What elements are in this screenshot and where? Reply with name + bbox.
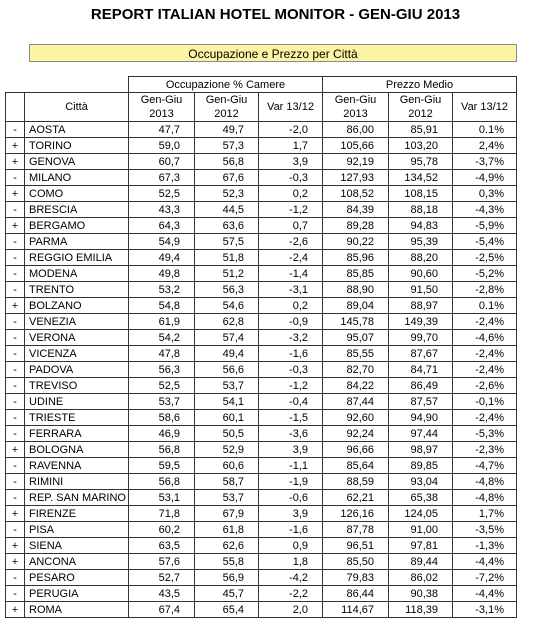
occupancy-2013: 53,2 <box>129 282 195 298</box>
occupancy-var: -0,4 <box>259 394 323 410</box>
occupancy-2013: 54,9 <box>129 234 195 250</box>
occupancy-2012: 54,1 <box>195 394 259 410</box>
price-var: -4,6% <box>453 330 517 346</box>
price-2012: 99,70 <box>389 330 453 346</box>
occupancy-2013: 56,8 <box>129 474 195 490</box>
header-price-2013: Gen-Giu 2013 <box>323 93 389 122</box>
occupancy-var: -0,3 <box>259 362 323 378</box>
occupancy-var: -2,2 <box>259 586 323 602</box>
price-2012: 94,83 <box>389 218 453 234</box>
city-name: MODENA <box>25 266 129 282</box>
city-name: BOLOGNA <box>25 442 129 458</box>
header-price-2012: Gen-Giu 2012 <box>389 93 453 122</box>
occupancy-var: 1,7 <box>259 138 323 154</box>
header-prezzo: Prezzo Medio <box>323 77 517 93</box>
occupancy-2012: 67,6 <box>195 170 259 186</box>
price-var: -4,8% <box>453 490 517 506</box>
price-2012: 95,39 <box>389 234 453 250</box>
occupancy-2012: 53,7 <box>195 490 259 506</box>
city-name: AOSTA <box>25 122 129 138</box>
price-2012: 98,97 <box>389 442 453 458</box>
table-row <box>6 234 517 250</box>
city-name: RAVENNA <box>25 458 129 474</box>
table-row <box>6 570 517 586</box>
occupancy-var: -1,6 <box>259 346 323 362</box>
table-row <box>6 186 517 202</box>
occupancy-2012: 63,6 <box>195 218 259 234</box>
table-row <box>6 282 517 298</box>
city-name: VENEZIA <box>25 314 129 330</box>
occupancy-2013: 43,3 <box>129 202 195 218</box>
row-sign: - <box>6 330 25 346</box>
price-2013: 87,44 <box>323 394 389 410</box>
table-row <box>6 458 517 474</box>
row-sign: - <box>6 314 25 330</box>
price-2012: 93,04 <box>389 474 453 490</box>
occupancy-2012: 44,5 <box>195 202 259 218</box>
row-sign: - <box>6 522 25 538</box>
occupancy-2013: 49,8 <box>129 266 195 282</box>
city-name: TREVISO <box>25 378 129 394</box>
price-2013: 90,22 <box>323 234 389 250</box>
occupancy-2013: 53,7 <box>129 394 195 410</box>
price-var: 0.1% <box>453 122 517 138</box>
price-2012: 90,38 <box>389 586 453 602</box>
price-2012: 91,50 <box>389 282 453 298</box>
row-sign: - <box>6 378 25 394</box>
price-2013: 79,83 <box>323 570 389 586</box>
price-2012: 87,67 <box>389 346 453 362</box>
price-var: -4,4% <box>453 554 517 570</box>
header-citta: Città <box>25 93 129 122</box>
price-2013: 127,93 <box>323 170 389 186</box>
price-2013: 126,16 <box>323 506 389 522</box>
price-var: -2,3% <box>453 442 517 458</box>
price-var: -2,4% <box>453 410 517 426</box>
occupancy-2013: 63,5 <box>129 538 195 554</box>
price-2013: 95,07 <box>323 330 389 346</box>
row-sign: - <box>6 122 25 138</box>
occupancy-2013: 49,4 <box>129 250 195 266</box>
price-2012: 95,78 <box>389 154 453 170</box>
row-sign: - <box>6 426 25 442</box>
city-name: TORINO <box>25 138 129 154</box>
table-row <box>6 490 517 506</box>
row-sign: - <box>6 570 25 586</box>
occupancy-var: -0,3 <box>259 170 323 186</box>
price-2012: 91,00 <box>389 522 453 538</box>
price-2012: 103,20 <box>389 138 453 154</box>
table-row <box>6 330 517 346</box>
occupancy-var: 1,8 <box>259 554 323 570</box>
occupancy-2012: 62,8 <box>195 314 259 330</box>
price-2013: 89,04 <box>323 298 389 314</box>
occupancy-2012: 56,6 <box>195 362 259 378</box>
occupancy-2013: 71,8 <box>129 506 195 522</box>
table-row <box>6 602 517 618</box>
city-name: TRIESTE <box>25 410 129 426</box>
occupancy-2013: 56,8 <box>129 442 195 458</box>
price-2012: 89,44 <box>389 554 453 570</box>
occupancy-2013: 47,8 <box>129 346 195 362</box>
row-sign: - <box>6 458 25 474</box>
city-name: VERONA <box>25 330 129 346</box>
price-2012: 89,85 <box>389 458 453 474</box>
price-var: -2,4% <box>453 314 517 330</box>
price-2012: 108,15 <box>389 186 453 202</box>
occupancy-2012: 57,4 <box>195 330 259 346</box>
price-2013: 89,28 <box>323 218 389 234</box>
price-2013: 96,51 <box>323 538 389 554</box>
city-name: MILANO <box>25 170 129 186</box>
city-name: GENOVA <box>25 154 129 170</box>
city-name: REP. SAN MARINO <box>25 490 129 506</box>
row-sign: + <box>6 538 25 554</box>
price-2013: 86,00 <box>323 122 389 138</box>
price-2013: 82,70 <box>323 362 389 378</box>
occupancy-2012: 56,8 <box>195 154 259 170</box>
price-2013: 85,85 <box>323 266 389 282</box>
price-var: -2,8% <box>453 282 517 298</box>
table-row <box>6 202 517 218</box>
price-2013: 84,22 <box>323 378 389 394</box>
occupancy-var: -1,2 <box>259 378 323 394</box>
occupancy-2013: 60,7 <box>129 154 195 170</box>
city-name: COMO <box>25 186 129 202</box>
table-row <box>6 266 517 282</box>
row-sign: + <box>6 506 25 522</box>
occupancy-2013: 54,2 <box>129 330 195 346</box>
group-header-row <box>6 77 517 93</box>
price-2012: 85,91 <box>389 122 453 138</box>
row-sign: - <box>6 250 25 266</box>
occupancy-2012: 49,7 <box>195 122 259 138</box>
price-2012: 124,05 <box>389 506 453 522</box>
table-row <box>6 586 517 602</box>
row-sign: + <box>6 218 25 234</box>
price-2013: 92,19 <box>323 154 389 170</box>
row-sign: + <box>6 298 25 314</box>
price-var: 0.1% <box>453 298 517 314</box>
occupancy-var: -1,2 <box>259 202 323 218</box>
occupancy-2012: 50,5 <box>195 426 259 442</box>
price-var: -2,4% <box>453 362 517 378</box>
price-2012: 97,44 <box>389 426 453 442</box>
occupancy-2012: 45,7 <box>195 586 259 602</box>
occupancy-var: -1,5 <box>259 410 323 426</box>
header-occ-var: Var 13/12 <box>259 93 323 122</box>
price-2013: 86,44 <box>323 586 389 602</box>
price-var: -5,2% <box>453 266 517 282</box>
city-name: FIRENZE <box>25 506 129 522</box>
table-row <box>6 298 517 314</box>
occupancy-2013: 52,7 <box>129 570 195 586</box>
price-var: -4,3% <box>453 202 517 218</box>
table-row <box>6 410 517 426</box>
city-name: BOLZANO <box>25 298 129 314</box>
occupancy-2012: 57,3 <box>195 138 259 154</box>
occupancy-2013: 67,3 <box>129 170 195 186</box>
occupancy-2013: 59,5 <box>129 458 195 474</box>
price-var: -4,4% <box>453 586 517 602</box>
table-row <box>6 154 517 170</box>
header-occ-2013: Gen-Giu 2013 <box>129 93 195 122</box>
occupancy-2013: 47,7 <box>129 122 195 138</box>
table-row <box>6 346 517 362</box>
price-2013: 88,90 <box>323 282 389 298</box>
row-sign: - <box>6 266 25 282</box>
price-2013: 96,66 <box>323 442 389 458</box>
occupancy-2013: 67,4 <box>129 602 195 618</box>
occupancy-var: 0,2 <box>259 298 323 314</box>
table-row <box>6 314 517 330</box>
price-var: -3,1% <box>453 602 517 618</box>
price-2013: 85,50 <box>323 554 389 570</box>
occupancy-var: 3,9 <box>259 442 323 458</box>
city-name: RIMINI <box>25 474 129 490</box>
occupancy-var: -2,6 <box>259 234 323 250</box>
city-name: SIENA <box>25 538 129 554</box>
price-2013: 85,55 <box>323 346 389 362</box>
occupancy-2013: 57,6 <box>129 554 195 570</box>
price-2013: 62,21 <box>323 490 389 506</box>
page-title: REPORT ITALIAN HOTEL MONITOR - GEN-GIU 2013 <box>90 6 461 23</box>
occupancy-var: -3,2 <box>259 330 323 346</box>
price-var: -2,5% <box>453 250 517 266</box>
city-name: REGGIO EMILIA <box>25 250 129 266</box>
table-row <box>6 538 517 554</box>
price-var: 0,3% <box>453 186 517 202</box>
occupancy-2012: 52,9 <box>195 442 259 458</box>
header-price-var: Var 13/12 <box>453 93 517 122</box>
table-row <box>6 218 517 234</box>
row-sign: - <box>6 346 25 362</box>
price-2012: 86,02 <box>389 570 453 586</box>
price-2013: 85,96 <box>323 250 389 266</box>
city-name: ANCONA <box>25 554 129 570</box>
occupancy-var: 0,9 <box>259 538 323 554</box>
city-name: PADOVA <box>25 362 129 378</box>
city-name: PERUGIA <box>25 586 129 602</box>
occupancy-2012: 56,9 <box>195 570 259 586</box>
occupancy-var: -2,0 <box>259 122 323 138</box>
price-var: -7,2% <box>453 570 517 586</box>
occupancy-2012: 61,8 <box>195 522 259 538</box>
city-name: PARMA <box>25 234 129 250</box>
price-2013: 84,39 <box>323 202 389 218</box>
table-row <box>6 378 517 394</box>
row-sign: - <box>6 474 25 490</box>
occupancy-var: -1,6 <box>259 522 323 538</box>
row-sign: - <box>6 170 25 186</box>
occupancy-2013: 59,0 <box>129 138 195 154</box>
table-row <box>6 394 517 410</box>
price-var: -1,3% <box>453 538 517 554</box>
row-sign: - <box>6 234 25 250</box>
occupancy-2013: 61,9 <box>129 314 195 330</box>
occupancy-2012: 51,2 <box>195 266 259 282</box>
column-header-row <box>6 93 517 122</box>
occupancy-var: -3,6 <box>259 426 323 442</box>
price-2013: 108,52 <box>323 186 389 202</box>
city-name: BRESCIA <box>25 202 129 218</box>
table-row <box>6 442 517 458</box>
city-name: PESARO <box>25 570 129 586</box>
price-2012: 94,90 <box>389 410 453 426</box>
occupancy-2012: 60,6 <box>195 458 259 474</box>
row-sign: - <box>6 586 25 602</box>
table-row <box>6 554 517 570</box>
occupancy-2012: 54,6 <box>195 298 259 314</box>
occupancy-var: 0,7 <box>259 218 323 234</box>
occupancy-2013: 54,8 <box>129 298 195 314</box>
occupancy-2012: 51,8 <box>195 250 259 266</box>
occupancy-2013: 64,3 <box>129 218 195 234</box>
occupancy-2013: 52,5 <box>129 186 195 202</box>
occupancy-var: -3,1 <box>259 282 323 298</box>
city-name: PISA <box>25 522 129 538</box>
occupancy-var: -4,2 <box>259 570 323 586</box>
occupancy-var: -0,9 <box>259 314 323 330</box>
city-name: VICENZA <box>25 346 129 362</box>
price-2013: 105,66 <box>323 138 389 154</box>
city-name: UDINE <box>25 394 129 410</box>
occupancy-2013: 60,2 <box>129 522 195 538</box>
price-2012: 88,20 <box>389 250 453 266</box>
price-var: -0,1% <box>453 394 517 410</box>
row-sign: - <box>6 394 25 410</box>
price-var: -4,7% <box>453 458 517 474</box>
occupancy-2012: 67,9 <box>195 506 259 522</box>
price-2012: 84,71 <box>389 362 453 378</box>
price-2012: 86,49 <box>389 378 453 394</box>
occupancy-2012: 53,7 <box>195 378 259 394</box>
price-2013: 92,24 <box>323 426 389 442</box>
occupancy-2013: 56,3 <box>129 362 195 378</box>
row-sign: + <box>6 138 25 154</box>
occupancy-2013: 52,5 <box>129 378 195 394</box>
header-blank <box>6 77 129 93</box>
price-var: 2,4% <box>453 138 517 154</box>
occupancy-2013: 58,6 <box>129 410 195 426</box>
occupancy-var: -1,4 <box>259 266 323 282</box>
table-row <box>6 506 517 522</box>
occupancy-2012: 55,8 <box>195 554 259 570</box>
header-sign-blank <box>6 93 25 122</box>
occupancy-2013: 46,9 <box>129 426 195 442</box>
table-row <box>6 170 517 186</box>
occupancy-2013: 43,5 <box>129 586 195 602</box>
price-2012: 88,97 <box>389 298 453 314</box>
price-var: 1,7% <box>453 506 517 522</box>
table-row <box>6 522 517 538</box>
occupancy-var: -0,6 <box>259 490 323 506</box>
city-name: TRENTO <box>25 282 129 298</box>
occupancy-2012: 62,6 <box>195 538 259 554</box>
occupancy-2012: 52,3 <box>195 186 259 202</box>
occupancy-var: 3,9 <box>259 154 323 170</box>
header-occupazione: Occupazione % Camere <box>129 77 323 93</box>
occupancy-var: 2,0 <box>259 602 323 618</box>
price-2012: 134,52 <box>389 170 453 186</box>
row-sign: + <box>6 442 25 458</box>
price-var: -5,9% <box>453 218 517 234</box>
price-var: -4,9% <box>453 170 517 186</box>
price-2013: 85,64 <box>323 458 389 474</box>
price-2013: 145,78 <box>323 314 389 330</box>
table-row <box>6 474 517 490</box>
price-var: -4,8% <box>453 474 517 490</box>
price-2013: 114,67 <box>323 602 389 618</box>
occupancy-2012: 57,5 <box>195 234 259 250</box>
city-table <box>5 76 517 618</box>
occupancy-2012: 56,3 <box>195 282 259 298</box>
header-occ-2012: Gen-Giu 2012 <box>195 93 259 122</box>
price-2013: 88,59 <box>323 474 389 490</box>
table-row <box>6 362 517 378</box>
row-sign: + <box>6 554 25 570</box>
price-2013: 92,60 <box>323 410 389 426</box>
price-var: -3,7% <box>453 154 517 170</box>
occupancy-var: 0,2 <box>259 186 323 202</box>
price-var: -5,3% <box>453 426 517 442</box>
price-2012: 90,60 <box>389 266 453 282</box>
price-var: -2,6% <box>453 378 517 394</box>
price-var: -5,4% <box>453 234 517 250</box>
occupancy-var: -1,1 <box>259 458 323 474</box>
row-sign: + <box>6 186 25 202</box>
row-sign: - <box>6 410 25 426</box>
city-name: BERGAMO <box>25 218 129 234</box>
occupancy-var: -2,4 <box>259 250 323 266</box>
occupancy-2012: 60,1 <box>195 410 259 426</box>
price-2012: 87,57 <box>389 394 453 410</box>
price-2013: 87,78 <box>323 522 389 538</box>
row-sign: + <box>6 602 25 618</box>
occupancy-var: -1,9 <box>259 474 323 490</box>
table-row <box>6 122 517 138</box>
row-sign: - <box>6 362 25 378</box>
price-2012: 97,81 <box>389 538 453 554</box>
price-var: -3,5% <box>453 522 517 538</box>
table-row <box>6 250 517 266</box>
section-subtitle: Occupazione e Prezzo per Città <box>29 44 517 62</box>
table-row <box>6 426 517 442</box>
price-var: -2,4% <box>453 346 517 362</box>
occupancy-2013: 53,1 <box>129 490 195 506</box>
city-name: ROMA <box>25 602 129 618</box>
occupancy-2012: 65,4 <box>195 602 259 618</box>
occupancy-var: 3,9 <box>259 506 323 522</box>
price-2012: 65,38 <box>389 490 453 506</box>
price-2012: 118,39 <box>389 602 453 618</box>
table-row <box>6 138 517 154</box>
row-sign: - <box>6 490 25 506</box>
city-name: FERRARA <box>25 426 129 442</box>
price-2012: 88,18 <box>389 202 453 218</box>
occupancy-2012: 49,4 <box>195 346 259 362</box>
row-sign: - <box>6 202 25 218</box>
row-sign: + <box>6 154 25 170</box>
price-2012: 149,39 <box>389 314 453 330</box>
row-sign: - <box>6 282 25 298</box>
occupancy-2012: 58,7 <box>195 474 259 490</box>
